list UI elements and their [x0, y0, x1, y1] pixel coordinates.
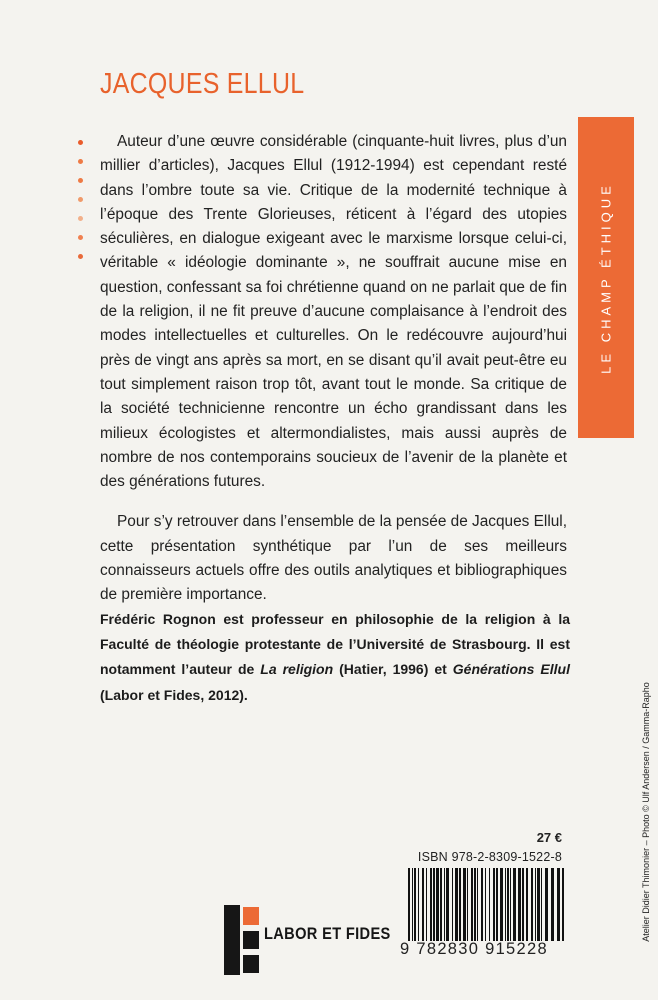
bio-book-1: La religion	[260, 661, 334, 678]
series-name: LE CHAMP ÉTHIQUE	[598, 181, 614, 374]
dot-icon	[78, 140, 83, 145]
publisher-name: LABOR ET FIDES	[264, 924, 391, 943]
author-bio	[100, 607, 570, 708]
barcode-digits: 9 782830 915228	[400, 940, 548, 958]
bio-text-3: (Labor et Fides, 2012).	[100, 686, 248, 703]
series-band	[578, 117, 634, 438]
book-title: JACQUES ELLUL	[100, 68, 305, 100]
dot-icon	[78, 178, 83, 183]
publisher-logo-icon	[224, 905, 260, 975]
blurb	[100, 130, 567, 608]
dot-icon	[78, 254, 83, 259]
bio-text-1: Frédéric Rognon est professeur en philosophie de la religion à la Faculté de théologie protestante de l’Université de Strasbourg. Il est notamment l’auteur de	[100, 611, 570, 678]
dot-icon	[78, 216, 83, 221]
bio-text-2: (Hatier, 1996) et	[333, 661, 453, 678]
barcode-icon	[407, 868, 565, 941]
isbn: ISBN 978-2-8309-1522-8	[417, 850, 562, 864]
blurb-paragraph-2: Pour s’y retrouver dans l’ensemble de la pensée de Jacques Ellul, cette présentation synthétique par l’un de ses meilleurs connaisseurs actuels offre des outils analytiques et bibliographiques de première importance.	[100, 513, 568, 604]
dot-icon	[78, 235, 83, 240]
dot-icon	[78, 159, 83, 164]
dot-icon	[78, 197, 83, 202]
blurb-paragraph-1: Auteur d’une œuvre considérable (cinquante-huit livres, plus d’un millier d’articles), Jacques Ellul (1912-1994) est cependant resté dans l’ombre toute sa vie. Critique de la modernité technique à l’époque des Trente Glorieuses, réticent à l’égard des utopies séculières, en dialogue exigeant avec le marxisme lorsque celui-ci, véritable « idéologie dominante », ne souffrait aucune mise en question, confessant sa foi chrétienne quand on ne parlait que de fin de la religion, il ne fit preuve d’aucune complaisance à l’endroit des modes intellectuelles et culturelles. On le redécouvre aujourd’hui près de vingt ans après sa mort, en se disant qu’il avait peut-être eu tout simplement raison trop tôt, avant tout le monde. Sa critique de la société technicienne rencontre un écho grandissant dans les milieux écologistes et altermondialistes, mais aussi auprès de nombre de nos contemporains soucieux de l’avenir de la planète et des générations futures.	[100, 133, 567, 491]
bio-book-2: Générations Ellul	[452, 661, 570, 678]
price: 27 €	[536, 830, 562, 845]
photo-credit: Atelier Didier Thimonier – Photo © Ulf Andersen / Gamma-Rapho	[641, 682, 651, 942]
